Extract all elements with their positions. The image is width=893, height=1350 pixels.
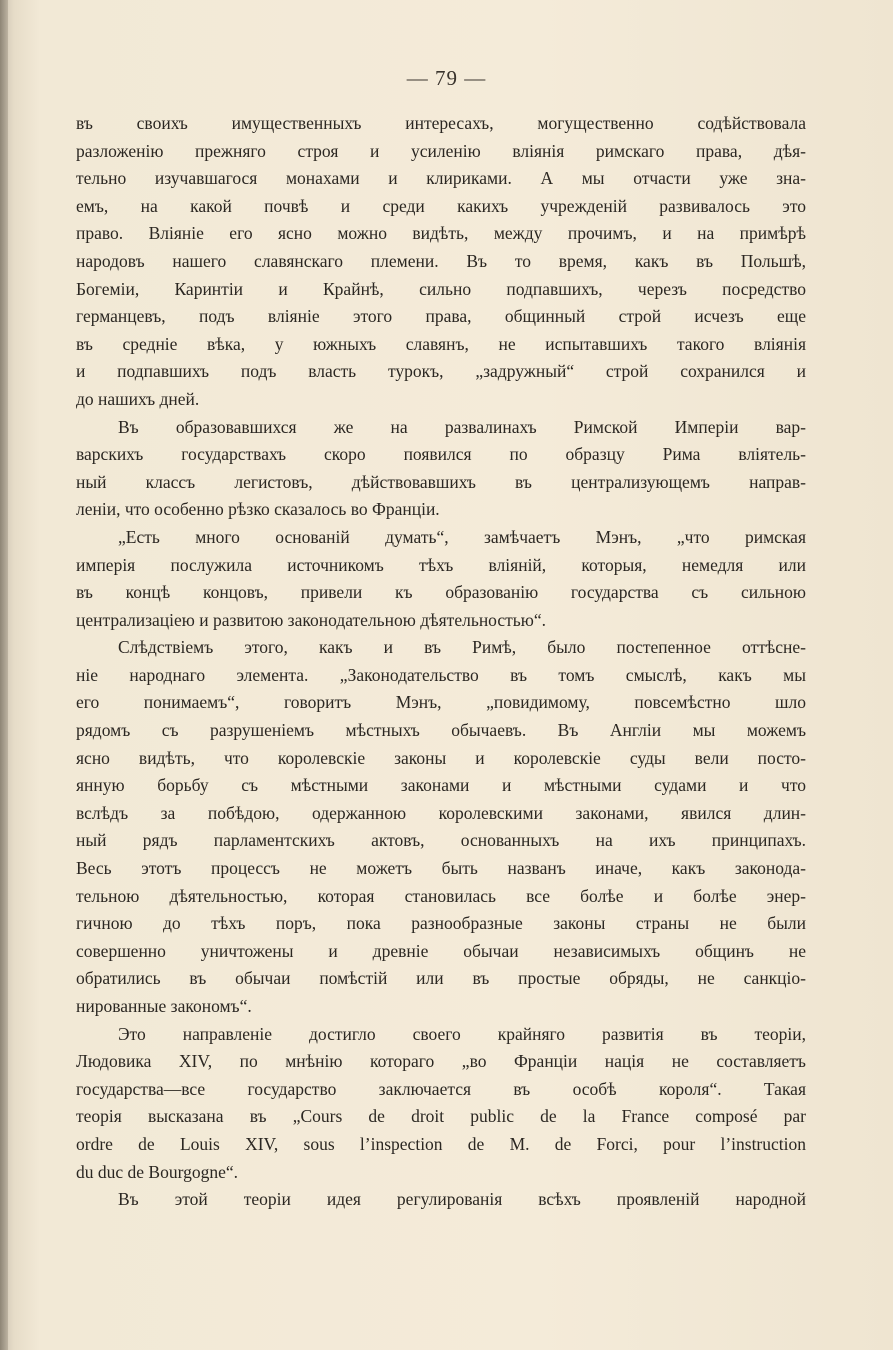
body-text — [76, 110, 806, 1214]
text-line: Богеміи, Каринтіи и Крайнѣ, сильно подпавшихъ, черезъ посредство — [76, 278, 806, 299]
page-spine-shadow — [0, 0, 8, 1350]
text-line: въ своихъ имущественныхъ интересахъ, могущественно содѣйствовала — [76, 113, 806, 133]
text-line: тельною дѣятельностью, которая становилась все болѣе и болѣе энер- — [76, 885, 806, 906]
text-line: вслѣдъ за побѣдою, одержанною королевскими законами, явился длин- — [76, 802, 806, 823]
text-line: Слѣдствіемъ этого, какъ и въ Римѣ, было постепенное оттѣсне- — [118, 637, 806, 658]
page-number: — 79 — — [406, 66, 487, 90]
text-line: гичною до тѣхъ поръ, пока разнообразные законы страны не были — [76, 913, 806, 934]
text-line: совершенно уничтожены и древніе обычаи независимыхъ общинъ не — [76, 940, 806, 961]
text-line: нированные закономъ“. — [76, 996, 252, 1016]
text-line: ясно видѣть, что королевскіе законы и королевскіе суды вели посто- — [76, 747, 806, 768]
text-line: государства—все государство заключается въ особѣ короля“. Такая — [76, 1078, 806, 1099]
text-line: du duc de Bourgogne“. — [76, 1161, 239, 1182]
text-line: его понимаемъ“, говоритъ Мэнъ, „повидимому, повсемѣстно шло — [76, 692, 806, 713]
text-line: ordre de Louis XIV, sous l’inspection de M. de Forci, pour l’instruction — [76, 1133, 806, 1154]
text-line: имперія послужила источникомъ тѣхъ вліяній, которыя, немедля или — [76, 554, 806, 575]
text-line: разложенію прежняго строя и усиленію вліянія римскаго права, дѣя- — [76, 140, 806, 161]
text-line: ніе народнаго элемента. „Законодательство въ томъ смыслѣ, какъ мы — [76, 664, 806, 685]
text-line: Весь этотъ процессъ не можетъ быть названъ иначе, какъ законода- — [76, 858, 806, 879]
text-line: народовъ нашего славянскаго племени. Въ то время, какъ въ Польшѣ, — [76, 250, 806, 271]
text-line: Въ образовавшихся же на развалинахъ Римской Имперіи вар- — [118, 416, 806, 437]
text-line: теорія высказана въ „Cours de droit public de la France composé par — [76, 1106, 806, 1127]
text-line: ный рядъ парламентскихъ актовъ, основанныхъ на ихъ принципахъ. — [76, 830, 806, 851]
text-line: Въ этой теоріи идея регулированія всѣхъ проявленій народной — [118, 1189, 806, 1210]
text-line: Это направленіе достигло своего крайняго развитія въ теоріи, — [118, 1023, 806, 1044]
text-line: и подпавшихъ подъ власть турокъ, „задружный“ строй сохранился и — [76, 361, 806, 382]
text-line: въ концѣ концовъ, привели къ образованію государства съ сильною — [76, 582, 806, 603]
text-line: германцевъ, подъ вліяніе этого права, общинный строй исчезъ еще — [76, 306, 806, 327]
text-line: „Есть много основаній думать“, замѣчаетъ Мэнъ, „что римская — [118, 526, 806, 547]
text-line: тельно изучавшагося монахами и клириками. А мы отчасти уже зна- — [76, 168, 806, 189]
text-line: янную борьбу съ мѣстными законами и мѣстными судами и что — [76, 775, 806, 796]
text-line: ный классъ легистовъ, дѣйствовавшихъ въ централизующемъ направ- — [76, 471, 806, 492]
text-line: до нашихъ дней. — [76, 388, 200, 409]
text-line: леніи, что особенно рѣзко сказалось во Франціи. — [76, 499, 440, 520]
text-line: варскихъ государствахъ скоро появился по образцу Рима вліятель- — [76, 444, 806, 465]
text-line: въ средніе вѣка, у южныхъ славянъ, не испытавшихъ такого вліянія — [76, 333, 806, 354]
text-line: обратились въ обычаи помѣстій или въ простые обряды, не санкціо- — [76, 968, 806, 989]
text-line: право. Вліяніе его ясно можно видѣть, между прочимъ, и на примѣрѣ — [76, 223, 806, 244]
text-line: Людовика XIV, по мнѣнію котораго „во Франціи нація не составляетъ — [76, 1051, 806, 1072]
text-line: централизаціею и развитою законодательною дѣятельностью“. — [76, 609, 546, 630]
text-line: емъ, на какой почвѣ и среди какихъ учрежденій развивалось это — [76, 195, 806, 216]
text-line: рядомъ съ разрушеніемъ мѣстныхъ обычаевъ. Въ Англіи мы можемъ — [76, 720, 806, 741]
